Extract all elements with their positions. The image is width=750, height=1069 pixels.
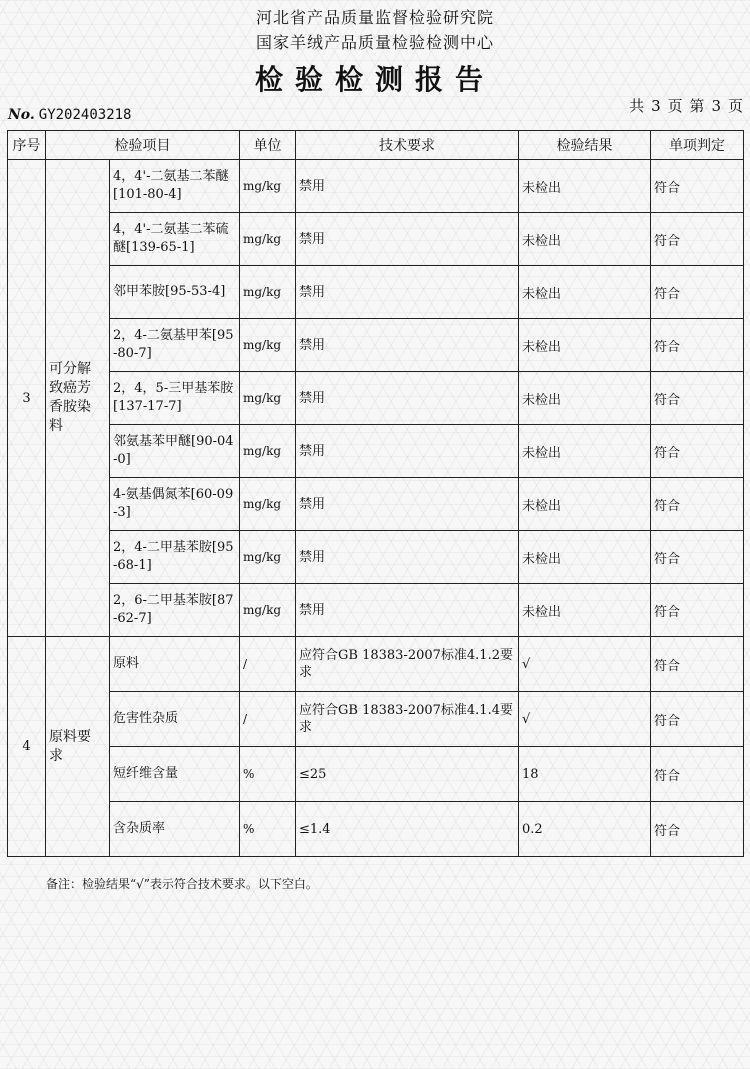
item-cell: 4，4'-二氨基二苯醚[101-80-4] bbox=[110, 160, 240, 213]
result-cell: √ bbox=[519, 692, 651, 747]
table-row bbox=[8, 478, 744, 531]
col-header-seq: 序号 bbox=[8, 131, 46, 160]
page-total-label: 共 bbox=[629, 97, 646, 115]
category-cell: 原料要求 bbox=[46, 637, 110, 857]
requirement-cell: 应符合GB 18383-2007标准4.1.4要求 bbox=[296, 692, 519, 747]
judgment-cell: 符合 bbox=[651, 692, 744, 747]
report-number-label: No. bbox=[8, 107, 35, 123]
item-cell: 4，4'-二氨基二苯硫醚[139-65-1] bbox=[110, 213, 240, 266]
footnote: 备注：检验结果“√”表示符合技术要求。以下空白。 bbox=[46, 877, 318, 891]
page-current: 3 bbox=[711, 97, 722, 115]
category-cell: 可分解致癌芳香胺染料 bbox=[46, 160, 110, 637]
table-row bbox=[8, 802, 744, 857]
result-cell: 0.2 bbox=[519, 802, 651, 857]
table-row bbox=[8, 160, 744, 213]
col-header-result: 检验结果 bbox=[519, 131, 651, 160]
unit-cell: mg/kg bbox=[240, 372, 296, 425]
page-mid-label: 页 bbox=[667, 97, 684, 115]
seq-cell: 3 bbox=[8, 160, 46, 637]
result-cell: 未检出 bbox=[519, 160, 651, 213]
item-cell: 2，4-二甲基苯胺[95-68-1] bbox=[110, 531, 240, 584]
requirement-cell: 应符合GB 18383-2007标准4.1.2要求 bbox=[296, 637, 519, 692]
report-title: 检验检测报告 bbox=[254, 63, 495, 96]
judgment-cell: 符合 bbox=[651, 160, 744, 213]
col-header-judgment: 单项判定 bbox=[651, 131, 744, 160]
requirement-cell: 禁用 bbox=[296, 160, 519, 213]
unit-cell: mg/kg bbox=[240, 266, 296, 319]
unit-cell: / bbox=[240, 637, 296, 692]
item-cell: 含杂质率 bbox=[110, 802, 240, 857]
report-number bbox=[8, 107, 131, 123]
table-row bbox=[8, 584, 744, 637]
judgment-cell: 符合 bbox=[651, 637, 744, 692]
requirement-cell: 禁用 bbox=[296, 531, 519, 584]
result-cell: 未检出 bbox=[519, 584, 651, 637]
unit-cell: mg/kg bbox=[240, 584, 296, 637]
result-cell: 未检出 bbox=[519, 319, 651, 372]
requirement-cell: 禁用 bbox=[296, 425, 519, 478]
page-current-label: 第 bbox=[689, 97, 706, 115]
table-row bbox=[8, 266, 744, 319]
result-cell: 未检出 bbox=[519, 425, 651, 478]
judgment-cell: 符合 bbox=[651, 531, 744, 584]
unit-cell: mg/kg bbox=[240, 160, 296, 213]
report-number-value: GY202403218 bbox=[38, 107, 132, 123]
result-cell: 未检出 bbox=[519, 266, 651, 319]
requirement-cell: 禁用 bbox=[296, 266, 519, 319]
judgment-cell: 符合 bbox=[651, 584, 744, 637]
judgment-cell: 符合 bbox=[651, 372, 744, 425]
org-name-line1: 河北省产品质量监督检验研究院 bbox=[255, 8, 494, 27]
unit-cell: / bbox=[240, 692, 296, 747]
unit-cell: mg/kg bbox=[240, 213, 296, 266]
unit-cell: mg/kg bbox=[240, 425, 296, 478]
requirement-cell: 禁用 bbox=[296, 584, 519, 637]
item-cell: 2，4，5-三甲基苯胺[137-17-7] bbox=[110, 372, 240, 425]
judgment-cell: 符合 bbox=[651, 425, 744, 478]
item-cell: 2，6-二甲基苯胺[87-62-7] bbox=[110, 584, 240, 637]
item-cell: 危害性杂质 bbox=[110, 692, 240, 747]
table-row bbox=[8, 637, 744, 692]
requirement-cell: 禁用 bbox=[296, 372, 519, 425]
org-name-line2: 国家羊绒产品质量检验检测中心 bbox=[255, 33, 494, 52]
table-row bbox=[8, 531, 744, 584]
col-header-requirement: 技术要求 bbox=[296, 131, 519, 160]
table-row bbox=[8, 692, 744, 747]
item-cell: 原料 bbox=[110, 637, 240, 692]
inspection-table bbox=[7, 130, 744, 857]
judgment-cell: 符合 bbox=[651, 213, 744, 266]
result-cell: 未检出 bbox=[519, 531, 651, 584]
judgment-cell: 符合 bbox=[651, 747, 744, 802]
item-cell: 邻氨基苯甲醚[90-04-0] bbox=[110, 425, 240, 478]
table-row bbox=[8, 213, 744, 266]
table-row bbox=[8, 747, 744, 802]
item-cell: 邻甲苯胺[95-53-4] bbox=[110, 266, 240, 319]
col-header-unit: 单位 bbox=[240, 131, 296, 160]
requirement-cell: 禁用 bbox=[296, 478, 519, 531]
unit-cell: mg/kg bbox=[240, 478, 296, 531]
requirement-cell: ≤1.4 bbox=[296, 802, 519, 857]
requirement-cell: ≤25 bbox=[296, 747, 519, 802]
seq-cell: 4 bbox=[8, 637, 46, 857]
judgment-cell: 符合 bbox=[651, 478, 744, 531]
table-row bbox=[8, 319, 744, 372]
result-cell: 18 bbox=[519, 747, 651, 802]
page-indicator bbox=[629, 95, 744, 116]
item-cell: 4-氨基偶氮苯[60-09-3] bbox=[110, 478, 240, 531]
unit-cell: % bbox=[240, 802, 296, 857]
col-header-item: 检验项目 bbox=[46, 131, 240, 160]
item-cell: 短纤维含量 bbox=[110, 747, 240, 802]
page-total: 3 bbox=[651, 97, 662, 115]
table-header-row bbox=[8, 131, 744, 160]
table-row bbox=[8, 372, 744, 425]
requirement-cell: 禁用 bbox=[296, 319, 519, 372]
judgment-cell: 符合 bbox=[651, 319, 744, 372]
unit-cell: mg/kg bbox=[240, 531, 296, 584]
unit-cell: mg/kg bbox=[240, 319, 296, 372]
table-row bbox=[8, 425, 744, 478]
page-end-label: 页 bbox=[727, 97, 744, 115]
requirement-cell: 禁用 bbox=[296, 213, 519, 266]
result-cell: 未检出 bbox=[519, 478, 651, 531]
result-cell: √ bbox=[519, 637, 651, 692]
item-cell: 2，4-二氨基甲苯[95-80-7] bbox=[110, 319, 240, 372]
judgment-cell: 符合 bbox=[651, 802, 744, 857]
judgment-cell: 符合 bbox=[651, 266, 744, 319]
unit-cell: % bbox=[240, 747, 296, 802]
result-cell: 未检出 bbox=[519, 372, 651, 425]
result-cell: 未检出 bbox=[519, 213, 651, 266]
